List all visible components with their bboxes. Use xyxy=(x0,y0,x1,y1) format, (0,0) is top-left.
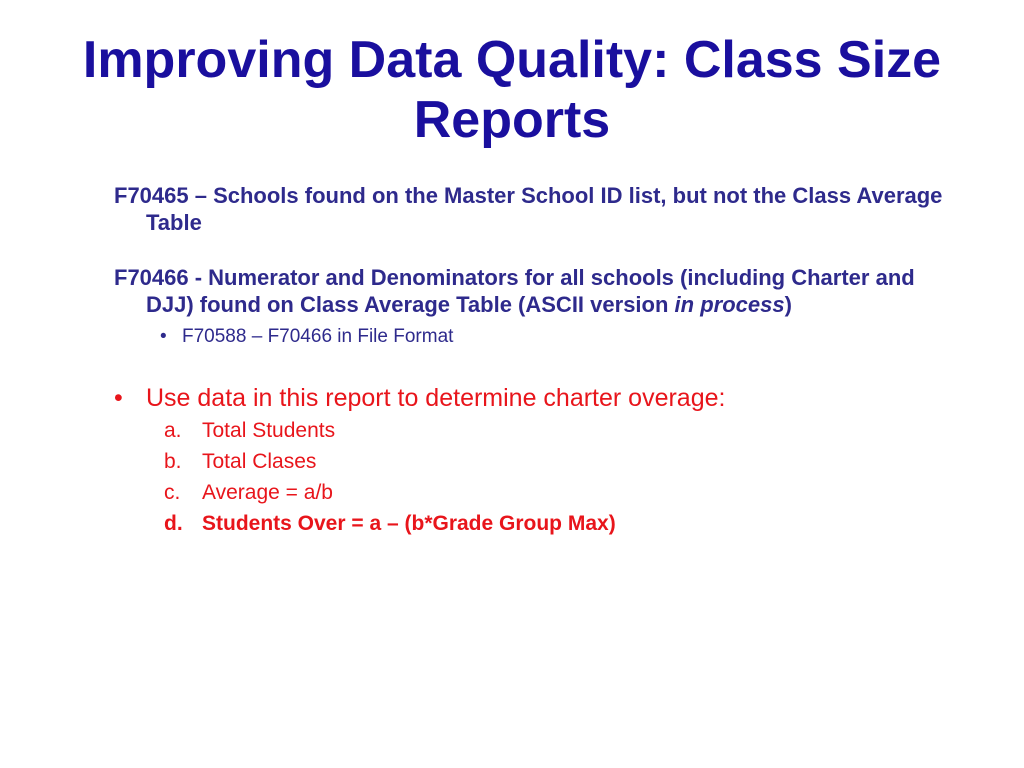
overage-steps-list xyxy=(164,415,954,539)
slide-body xyxy=(114,182,954,539)
list-marker: c. xyxy=(164,481,181,504)
list-item-text: Total Clases xyxy=(202,450,317,473)
charter-overage-instruction xyxy=(114,383,954,413)
report-f70588-item xyxy=(160,325,954,349)
list-item-text: Students Over = a – (b*Grade Group Max) xyxy=(202,512,616,535)
list-item xyxy=(164,508,954,539)
slide-title: Improving Data Quality: Class Size Reports xyxy=(82,31,942,149)
list-item xyxy=(164,446,954,477)
list-item xyxy=(164,415,954,446)
list-marker: d. xyxy=(164,512,183,535)
report-f70466-closing: ) xyxy=(784,292,792,317)
bullet-marker: • xyxy=(114,384,123,412)
list-item-text: Average = a/b xyxy=(202,481,333,504)
list-marker: a. xyxy=(164,419,182,442)
report-f70466-text: F70466 - Numerator and Denominators for all schools (including Charter and DJJ) found on Class Average Table (ASCII version xyxy=(114,265,915,317)
bullet-marker: • xyxy=(160,326,167,347)
report-f70588-text: F70588 – F70466 in File Format xyxy=(182,326,454,347)
list-marker: b. xyxy=(164,450,182,473)
report-f70466-description xyxy=(114,264,954,318)
charter-overage-text: Use data in this report to determine charter overage: xyxy=(146,384,726,412)
list-item-text: Total Students xyxy=(202,419,336,442)
report-f70466-status: in process xyxy=(674,292,785,317)
list-item xyxy=(164,477,954,508)
report-f70465-description: F70465 – Schools found on the Master School ID list, but not the Class Average Table xyxy=(114,183,943,235)
